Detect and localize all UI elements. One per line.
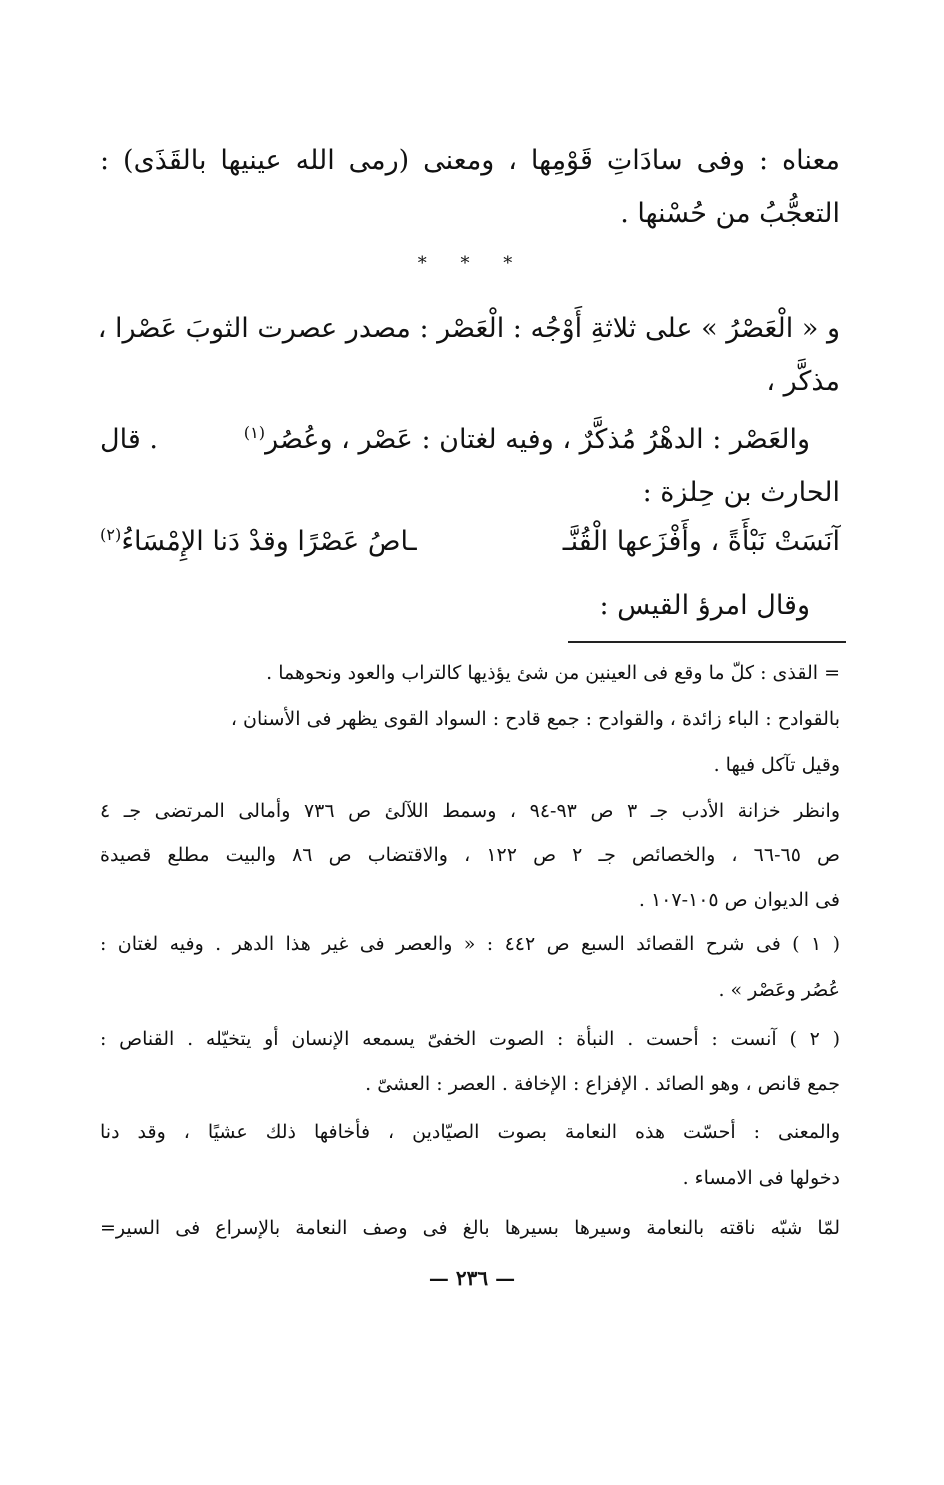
footnote-separator-rule: [568, 641, 846, 643]
main-text-line-7: وقال امرؤ القيس :: [599, 590, 810, 621]
footnote-ref-2: (٢): [100, 525, 122, 544]
footnote-line-8: عُصُر وعَصْر » .: [718, 979, 840, 1001]
main-text-line-2: التعجُّبُ من حُسْنها .: [620, 198, 840, 229]
main-text-line-6: الحارث بن حِلزة :: [642, 477, 840, 508]
section-separator-stars: * * *: [417, 253, 527, 274]
footnote-line-1: = القذى : كلّ ما وقع فى العينين من شئ يؤذيها كالتراب والعود ونحوهما .: [266, 662, 840, 684]
footnote-line-12: دخولها فى الامساء .: [682, 1167, 840, 1189]
poem-first-hemistich: آنَسَتْ نَبْأَةً ، وأَفْزَعها الْقُنَّـ: [562, 526, 840, 557]
footnote-line-11: والمعنى : أحسّت هذه النعامة بصوت الصيّادين ، فأخافها ذلك عشيًا ، وقد دنا: [100, 1121, 840, 1143]
footnote-line-4: وانظر خزانة الأدب جـ ٣ ص ٩٣-٩٤ ، وسمط اللآلئ ص ٧٣٦ وأمالى المرتضى جـ ٤: [100, 800, 840, 822]
footnote-line-5: ص ٦٥-٦٦ ، والخصائص جـ ٢ ص ١٢٢ ، والاقتضاب ص ٨٦ والبيت مطلع قصيدة: [100, 844, 840, 866]
poem-second-hemistich: [100, 520, 417, 564]
footnote-line-13: لمّا شبّه ناقته بالنعامة وسيرها بسيرها بالغ فى وصف النعامة بالإسراع فى السير=: [100, 1217, 840, 1239]
main-text-line-5-end: . قال: [100, 424, 158, 455]
footnote-line-2: بالقوادح : الباء زائدة ، والقوادح : جمع قادح : السواد القوى يظهر فى الأسنان ،: [230, 708, 840, 730]
footnote-line-10: جمع قانص ، وهو الصائد . الإفزاع : الإخافة . العصر : العشىّ .: [365, 1073, 840, 1095]
page-number: — ٢٣٦ —: [428, 1266, 516, 1290]
main-text-line-5-body: والعَصْر : الدهْرُ مُذكَّرٌ ، وفيه لغتان : عَصْر ، وعُصُر: [265, 424, 810, 455]
poem-second-hemistich-text: ـاصُ عَصْرًا وقدْ دَنا الإِمْسَاءُ: [121, 526, 417, 557]
poem-verse: [100, 520, 840, 566]
footnote-line-3: وقيل تآكل فيها .: [713, 754, 840, 776]
main-text-line-5: [100, 420, 840, 460]
footnote-line-9: ( ٢ ) آنست : أحست . النبأة : الصوت الخفىّ يسمعه الإنسان أو يتخيّله . القناص :: [100, 1028, 841, 1050]
main-text-line-4: مذكَّر ،: [766, 366, 840, 397]
main-text-line-3: و « الْعَصْرُ » على ثلاثةِ أَوْجُه : الْعَصْر : مصدر عصرت الثوبَ عَصْرا ،: [97, 313, 840, 344]
footnote-line-6: فى الديوان ص ١٠٥-١٠٧ .: [638, 889, 840, 911]
footnote-ref-1: (١): [243, 423, 266, 442]
main-text-line-1: معناه : وفى سادَاتِ قَوْمِها ، ومعنى (رمى الله عينيها بالقَذَى) :: [100, 145, 840, 176]
footnote-line-7: ( ١ ) فى شرح القصائد السبع ص ٤٤٢ : « والعصر فى غير هذا الدهر . وفيه لغتان :: [100, 933, 840, 955]
